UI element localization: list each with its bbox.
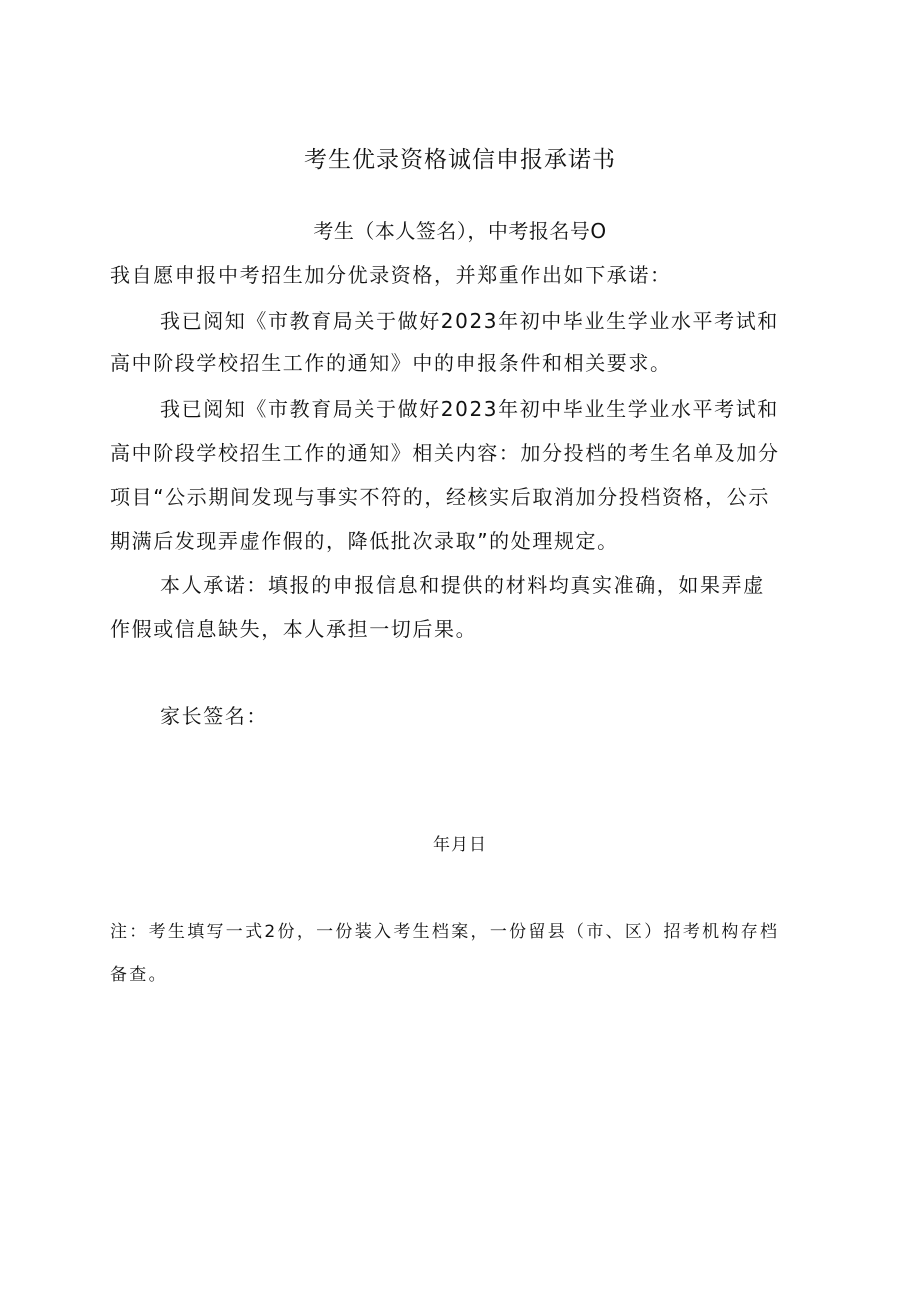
date-line: 年月日 [433, 835, 487, 855]
candidate-signature-line: 考生（本人签名），中考报名号O [313, 219, 607, 243]
note-line-1: 注：考生填写一式2份，一份装入考生档案，一份留县（市、区）招考机构存档 [110, 922, 780, 942]
paragraph-3-line-2: 作假或信息缺失，本人承担一切后果。 [110, 617, 478, 641]
paragraph-2-line-3: 项目“公示期间发现与事实不符的，经核实后取消加分投档资格，公示 [110, 485, 770, 509]
paragraph-2-line-1: 我已阅知《市教育局关于做好2023年初中毕业生学业水平考试和 [160, 397, 779, 421]
pledge-intro-line: 我自愿申报中考招生加分优录资格，并郑重作出如下承诺： [110, 263, 672, 287]
paragraph-1-line-2: 高中阶段学校招生工作的通知》中的申报条件和相关要求。 [110, 351, 672, 375]
note-line-2: 备查。 [110, 965, 168, 985]
paragraph-3-line-1: 本人承诺：填报的申报信息和提供的材料均真实准确，如果弄虚 [160, 573, 765, 597]
paragraph-1-line-1: 我已阅知《市教育局关于做好2023年初中毕业生学业水平考试和 [160, 309, 779, 333]
paragraph-2-line-2: 高中阶段学校招生工作的通知》相关内容：加分投档的考生名单及加分 [110, 441, 780, 465]
parent-signature-label: 家长签名： [160, 704, 268, 728]
document-title: 考生优录资格诚信申报承诺书 [304, 147, 616, 173]
paragraph-2-line-4: 期满后发现弄虚作假的，降低批次录取”的处理规定。 [110, 529, 619, 553]
